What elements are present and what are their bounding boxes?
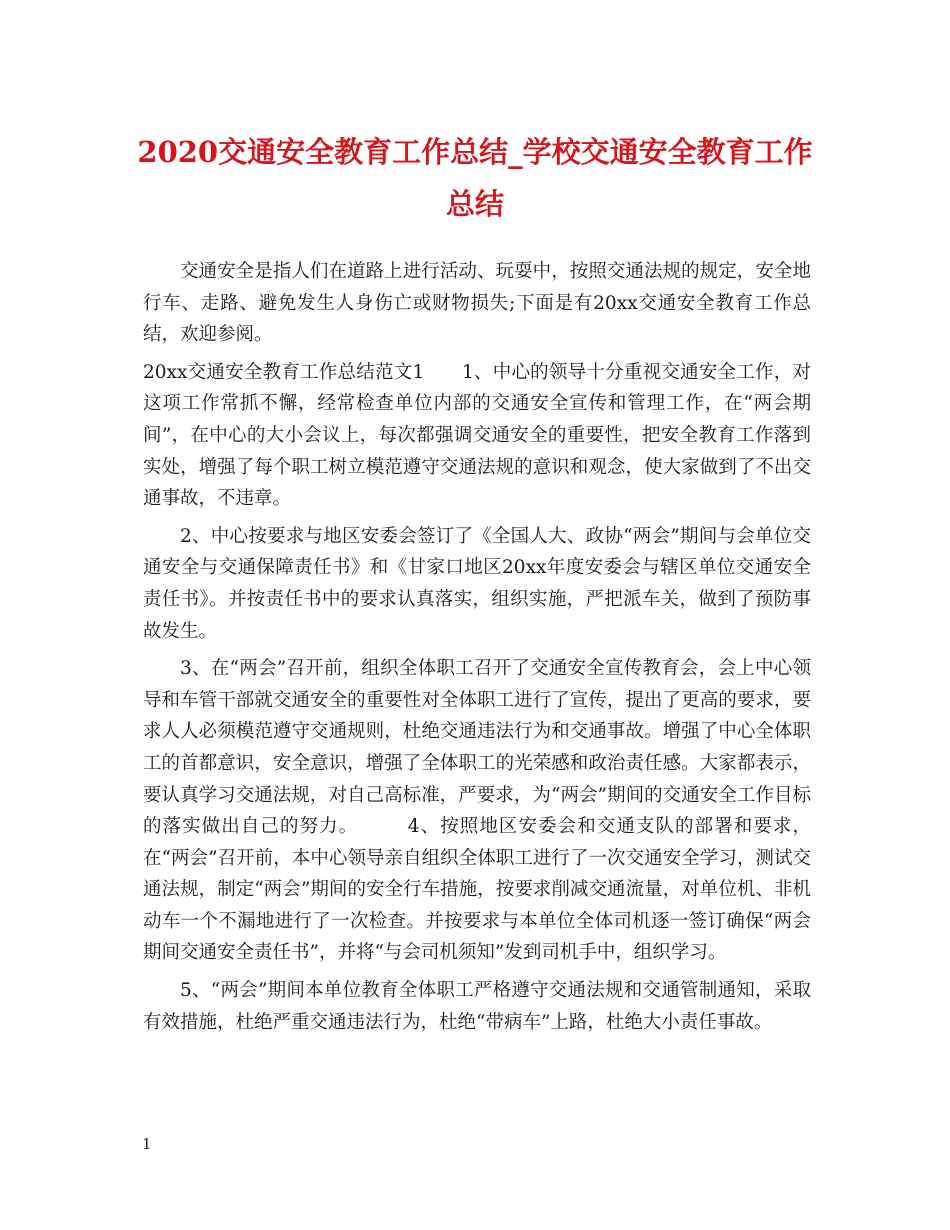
paragraph-5: 5、“两会”期间本单位教育全体职工严格遵守交通法规和交通管制通知，采取有效措施，杜绝严重交通违法行为，杜绝“带病车”上路，杜绝大小责任事故。	[143, 980, 811, 1033]
document-body	[143, 256, 811, 1044]
paragraph-3: 3、在“两会”召开前，组织全体职工召开了交通安全宣传教育会，会上中心领导和车管干部就交通安全的重要性对全体职工进行了宣传，提出了更高的要求，要求人人必须模范遵守交通规则，杜绝交通违法行为和交通事故。增强了中心全体职工的首都意识，安全意识，增强了全体职工的光荣感和政治责任感。大家都表示，要认真学习交通法规，对自己高标准，严要求，为“两会”期间的交通安全工作目标的落实做出自己的努力。 4、按照地区安委会和交通支队的部署和要求，在“两会”召开前，本中心领导亲自组织全体职工进行了一次交通安全学习，测试交通法规，制定“两会”期间的安全行车措施，按要求削减交通流量，对单位机、非机动车一个不漏地进行了一次检查。并按要求与本单位全体司机逐一签订确保“两会期间交通安全责任书”，并将“与会司机须知”发到司机手中，组织学习。	[143, 658, 811, 964]
paragraph-1: 20xx交通安全教育工作总结范文1 1、中心的领导十分重视交通安全工作，对这项工作常抓不懈，经常检查单位内部的交通安全宣传和管理工作，在“两会期间”，在中心的大小会议上，每次都强调交通安全的重要性，把安全教育工作落到实处，增强了每个职工树立模范遵守交通法规的意识和观念，使大家做到了不出交通事故，不违章。	[143, 361, 811, 510]
document-title: 2020交通安全教育工作总结_学校交通安全教育工作总结	[137, 135, 813, 221]
paragraph-2: 2、中心按要求与地区安委会签订了《全国人大、政协“两会”期间与会单位交通安全与交通保障责任书》和《甘家口地区20xx年度安委会与辖区单位交通安全责任书》。并按责任书中的要求认真落实，组织实施，严把派车关，做到了预防事故发生。	[143, 525, 811, 642]
paragraph-intro: 交通安全是指人们在道路上进行活动、玩耍中，按照交通法规的规定，安全地行车、走路、避免发生人身伤亡或财物损失;下面是有20xx交通安全教育工作总结，欢迎参阅。	[143, 261, 811, 346]
page-number: 1	[142, 1135, 152, 1153]
